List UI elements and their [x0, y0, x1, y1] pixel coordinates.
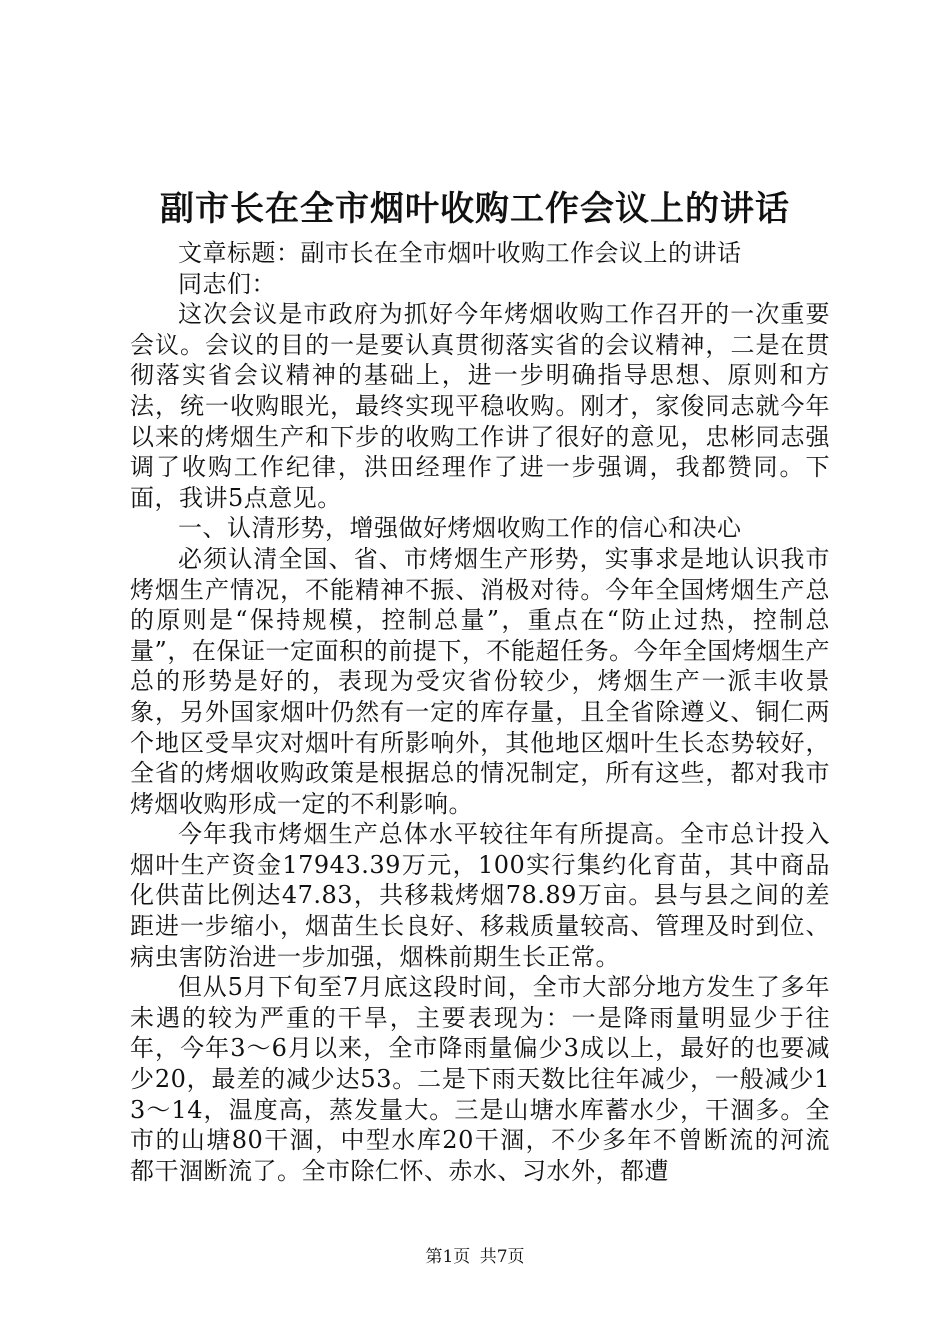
paragraph: 今年我市烤烟生产总体水平较往年有所提高。全市总计投入烟叶生产资金17943.39万元，100实行集约化育苗，其中商品化供苗比例达47.83，共移栽烤烟78.89万亩。县与县之间的差距进一步缩小，烟苗生长良好、移栽质量较高、管理及时到位、病虫害防治进一步加强，烟株前期生长正常。 — [130, 820, 830, 971]
page-number: 第1页 — [425, 1247, 471, 1267]
section-heading: 一、认清形势，增强做好烤烟收购工作的信心和决心 — [178, 514, 742, 543]
salutation: 同志们： — [178, 269, 276, 298]
page-footer — [0, 1245, 950, 1269]
page-total: 共7页 — [479, 1247, 525, 1267]
paragraph: 必须认清全国、省、市烤烟生产形势，实事求是地认识我市烤烟生产情况，不能精神不振、消极对待。今年全国烤烟生产总的原则是“保持规模，控制总量”，重点在“防止过热，控制总量”，在保证一定面积的前提下，不能超任务。今年全国烤烟生产总的形势是好的，表现为受灾省份较少，烤烟生产一派丰收景象，另外国家烟叶仍然有一定的库存量，且全省除遵义、铜仁两个地区受旱灾对烟叶有所影响外，其他地区烟叶生长态势较好，全省的烤烟收购政策是根据总的情况制定，所有这些，都对我市烤烟收购形成一定的不利影响。 — [130, 544, 830, 818]
article-title-line: 文章标题：副市长在全市烟叶收购工作会议上的讲话 — [178, 239, 742, 267]
document-title: 副市长在全市烟叶收购工作会议上的讲话 — [160, 189, 790, 229]
paragraph: 但从5月下旬至7月底这段时间，全市大部分地方发生了多年未遇的较为严重的干旱，主要表现为：一是降雨量明显少于往年，今年3～6月以来，全市降雨量偏少3成以上，最好的也要减少20，最差的减少达53。二是下雨天数比往年减少，一般减少13～14，温度高，蒸发量大。三是山塘水库蓄水少，干涸多。全市的山塘80干涸，中型水库20干涸，不少多年不曾断流的河流都干涸断流了。全市除仁怀、赤水、习水外，都遭 — [130, 973, 830, 1185]
paragraph: 这次会议是市政府为抓好今年烤烟收购工作召开的一次重要会议。会议的目的一是要认真贯彻落实省的会议精神，二是在贯彻落实省会议精神的基础上，进一步明确指导思想、原则和方法，统一收购眼光，最终实现平稳收购。刚才，家俊同志就今年以来的烤烟生产和下步的收购工作讲了很好的意见，忠彬同志强调了收购工作纪律，洪田经理作了进一步强调，我都赞同。下面，我讲5点意见。 — [130, 300, 830, 512]
document-body — [130, 238, 830, 1186]
